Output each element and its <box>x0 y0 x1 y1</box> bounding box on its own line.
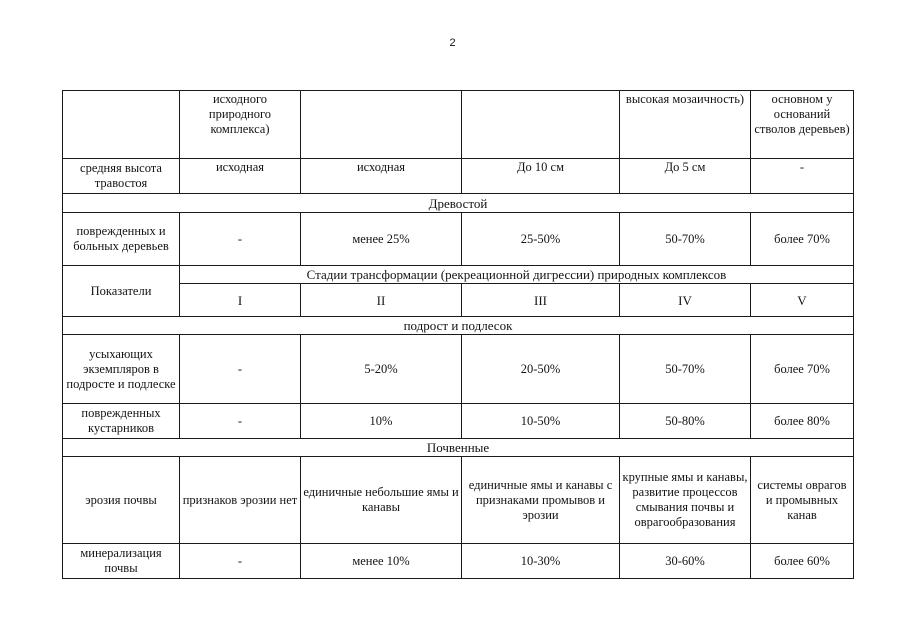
table-row <box>63 91 854 159</box>
section-heading: Почвенные <box>63 439 854 457</box>
section-heading: Древостой <box>63 194 854 213</box>
stage-1-cell: исходная <box>180 159 301 194</box>
row-label-cell: средняя высота травостоя <box>63 159 180 194</box>
table-row <box>63 544 854 579</box>
stage-2-cell: менее 25% <box>301 213 462 266</box>
section-row <box>63 439 854 457</box>
stage-number: IV <box>620 284 751 317</box>
stage-1-cell: - <box>180 213 301 266</box>
row-label-cell: поврежденных кустарников <box>63 404 180 439</box>
stage-number: II <box>301 284 462 317</box>
header-row <box>63 284 854 317</box>
stage-1-cell: признаков эрозии нет <box>180 457 301 544</box>
stage-1-cell: - <box>180 404 301 439</box>
stage-4-cell: высокая мозаичность) <box>620 91 751 159</box>
stage-2-cell: единичные небольшие ямы и канавы <box>301 457 462 544</box>
row-label-cell <box>63 91 180 159</box>
table-row <box>63 159 854 194</box>
stage-number: I <box>180 284 301 317</box>
section-row <box>63 194 854 213</box>
indicators-header: Показатели <box>63 266 180 317</box>
stage-5-cell: более 70% <box>751 213 854 266</box>
stages-title: Стадии трансформации (рекреационной дигрессии) природных комплексов <box>180 266 854 284</box>
stage-4-cell: 50-70% <box>620 335 751 404</box>
stage-3-cell: 20-50% <box>462 335 620 404</box>
stage-number: III <box>462 284 620 317</box>
row-label-cell: поврежденных и больных деревьев <box>63 213 180 266</box>
stage-number: V <box>751 284 854 317</box>
stage-2-cell: 10% <box>301 404 462 439</box>
table-row <box>63 335 854 404</box>
stage-5-cell: более 60% <box>751 544 854 579</box>
stage-5-cell: основном у оснований стволов деревьев) <box>751 91 854 159</box>
table-row <box>63 457 854 544</box>
row-label-cell: эрозия почвы <box>63 457 180 544</box>
stage-3-cell: единичные ямы и канавы с признаками промывов и эрозии <box>462 457 620 544</box>
table-row <box>63 213 854 266</box>
section-heading: подрост и подлесок <box>63 317 854 335</box>
stage-3-cell <box>462 91 620 159</box>
stage-4-cell: 50-70% <box>620 213 751 266</box>
stage-3-cell: 10-30% <box>462 544 620 579</box>
stage-3-cell: До 10 см <box>462 159 620 194</box>
transformation-table <box>62 90 854 579</box>
stage-4-cell: крупные ямы и канавы, развитие процессов смывания почвы и оврагообразования <box>620 457 751 544</box>
stage-2-cell: 5-20% <box>301 335 462 404</box>
row-label-cell: минерализация почвы <box>63 544 180 579</box>
stage-5-cell: более 80% <box>751 404 854 439</box>
stage-3-cell: 10-50% <box>462 404 620 439</box>
stage-2-cell: менее 10% <box>301 544 462 579</box>
stage-1-cell: - <box>180 544 301 579</box>
stage-1-cell: исходного природного комплекса) <box>180 91 301 159</box>
section-row <box>63 317 854 335</box>
page-number: 2 <box>449 37 456 49</box>
stage-1-cell: - <box>180 335 301 404</box>
stage-5-cell: - <box>751 159 854 194</box>
stage-2-cell: исходная <box>301 159 462 194</box>
stage-4-cell: 30-60% <box>620 544 751 579</box>
stage-4-cell: 50-80% <box>620 404 751 439</box>
stage-2-cell <box>301 91 462 159</box>
stage-5-cell: более 70% <box>751 335 854 404</box>
table-row <box>63 404 854 439</box>
stage-4-cell: До 5 см <box>620 159 751 194</box>
stage-5-cell: системы оврагов и промывных канав <box>751 457 854 544</box>
row-label-cell: усыхающих экземпляров в подросте и подлеске <box>63 335 180 404</box>
stage-3-cell: 25-50% <box>462 213 620 266</box>
header-row <box>63 266 854 284</box>
